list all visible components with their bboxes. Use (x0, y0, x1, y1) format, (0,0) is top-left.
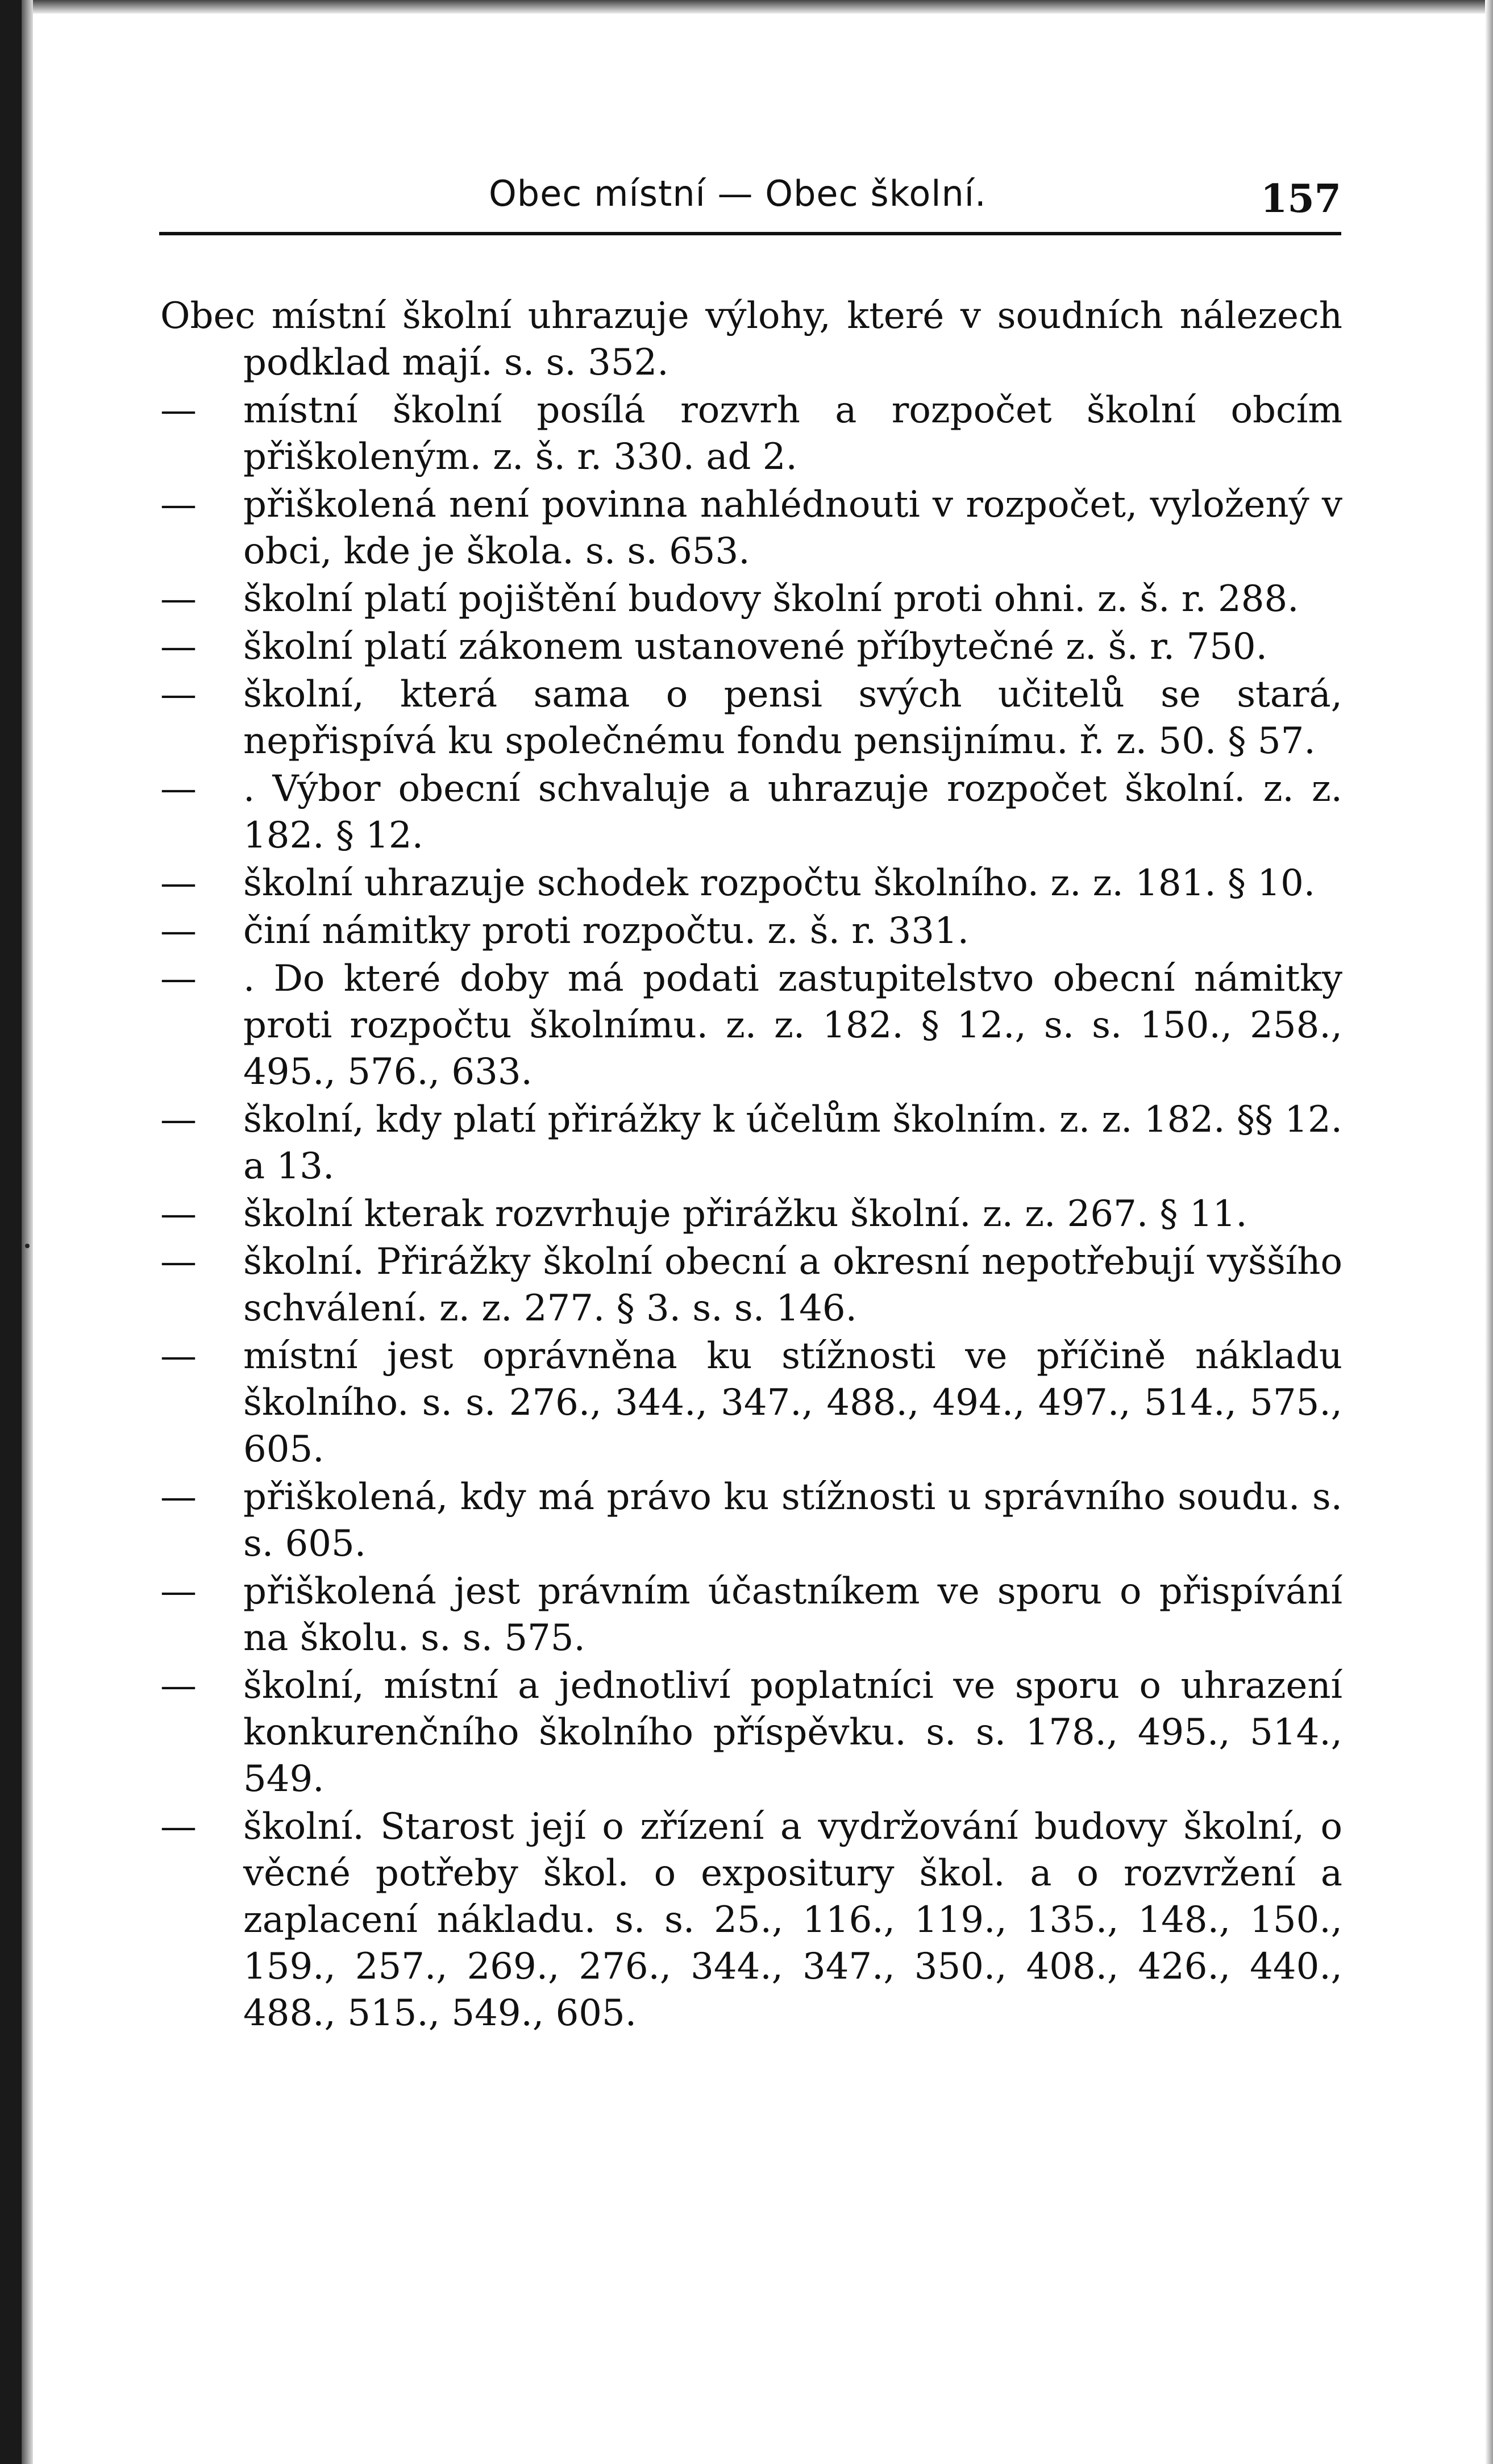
index-entry-sub (160, 766, 1342, 859)
entry-text: . Do které doby má podati zastupitelstvo obecní námitky proti rozpočtu školnímu. z. z. 182. § 12., s. s. 150., 258., 495., 576., 633. (243, 958, 1342, 1093)
entry-text: přiškolená, kdy má právo ku stížnosti u správního soudu. s. s. 605. (243, 1476, 1342, 1565)
margin-dot (25, 1244, 30, 1248)
em-dash-lead: — (160, 674, 197, 716)
entry-text: místní jest oprávněna ku stížnosti ve příčině nákladu školního. s. s. 276., 344., 347., 488., 494., 497., 514., 575., 605. (243, 1335, 1342, 1470)
page-header (159, 165, 1341, 233)
em-dash-lead: — (160, 484, 197, 526)
entry-text: školní, místní a jednotliví poplatníci ve sporu o uhrazení konkurenčního školního příspěvku. s. s. 178., 495., 514., 549. (243, 1665, 1342, 1800)
em-dash-lead: — (160, 1476, 197, 1518)
page-top-edge (0, 0, 1493, 14)
index-entry-sub (160, 671, 1342, 764)
index-entry-sub (160, 1663, 1342, 1802)
em-dash-lead: — (160, 862, 197, 904)
em-dash-lead: — (160, 1241, 197, 1283)
page-right-edge (1485, 0, 1493, 2464)
index-entry-sub (160, 1804, 1342, 2037)
entry-text: školní, která sama o pensi svých učitelů se stará, nepřispívá ku společnému fondu pensijnímu. ř. z. 50. § 57. (243, 674, 1342, 762)
em-dash-lead: — (160, 1099, 197, 1141)
index-entry-sub (160, 1474, 1342, 1567)
binding-shadow (22, 0, 33, 2464)
entry-text: školní kterak rozvrhuje přirážku školní. z. z. 267. § 11. (243, 1193, 1247, 1235)
em-dash-lead: — (160, 958, 197, 1000)
em-dash-lead: — (160, 1806, 197, 1848)
index-entry-sub (160, 576, 1342, 622)
index-entry-sub (160, 908, 1342, 954)
entry-text: . Výbor obecní schvaluje a uhrazuje rozpočet školní. z. z. 182. § 12. (243, 768, 1342, 857)
index-entry-sub (160, 955, 1342, 1095)
index-entry-sub (160, 1239, 1342, 1332)
em-dash-lead: — (160, 578, 197, 620)
em-dash-lead: — (160, 768, 197, 810)
entry-text: školní platí pojištění budovy školní proti ohni. z. š. r. 288. (243, 578, 1299, 620)
entry-text: školní, kdy platí přirážky k účelům školním. z. z. 182. §§ 12. a 13. (243, 1099, 1342, 1187)
entry-text: školní. Přirážky školní obecní a okresní nepotřebují vyššího schválení. z. z. 277. § 3. s. s. 146. (243, 1241, 1342, 1329)
index-entry-sub (160, 387, 1342, 480)
page-number: 157 (1261, 176, 1341, 222)
index-entry-sub (160, 1191, 1342, 1237)
header-rule (159, 232, 1341, 235)
entry-text: školní. Starost její o zřízení a vydržování budovy školní, o věcné potřeby škol. o expositury škol. a o rozvržení a zaplacení nákladu. s. s. 25., 116., 119., 135., 148., 150., 159., 257., 269., 276., 344., 347., 350., 408., 426., 440., 488., 515., 549., 605. (243, 1806, 1342, 2034)
binding-edge (0, 0, 22, 2464)
index-entry-sub (160, 1568, 1342, 1661)
index-entries (160, 293, 1342, 2038)
entry-text: Obec místní školní uhrazuje výlohy, které v soudních nálezech podklad mají. s. s. 352. (160, 295, 1342, 384)
index-entry-sub (160, 1333, 1342, 1473)
entry-text: přiškolená jest právním účastníkem ve sporu o přispívání na školu. s. s. 575. (243, 1570, 1342, 1659)
em-dash-lead: — (160, 1665, 197, 1707)
running-title: Obec místní — Obec školní. (489, 173, 987, 214)
em-dash-lead: — (160, 1335, 197, 1377)
entry-text: školní platí zákonem ustanovené příbytečné z. š. r. 750. (243, 626, 1267, 668)
em-dash-lead: — (160, 910, 197, 952)
index-entry-sub (160, 1096, 1342, 1190)
index-entry-main (160, 293, 1342, 386)
entry-text: činí námitky proti rozpočtu. z. š. r. 331. (243, 910, 969, 952)
index-entry-sub (160, 481, 1342, 575)
index-entry-sub (160, 624, 1342, 670)
entry-text: školní uhrazuje schodek rozpočtu školního. z. z. 181. § 10. (243, 862, 1316, 904)
em-dash-lead: — (160, 389, 197, 431)
em-dash-lead: — (160, 1193, 197, 1235)
entry-text: místní školní posílá rozvrh a rozpočet školní obcím přiškoleným. z. š. r. 330. ad 2. (243, 389, 1342, 478)
index-entry-sub (160, 860, 1342, 907)
entry-text: přiškolená není povinna nahlédnouti v rozpočet, vyložený v obci, kde je škola. s. s. 653. (243, 484, 1342, 572)
em-dash-lead: — (160, 1570, 197, 1613)
em-dash-lead: — (160, 626, 197, 668)
